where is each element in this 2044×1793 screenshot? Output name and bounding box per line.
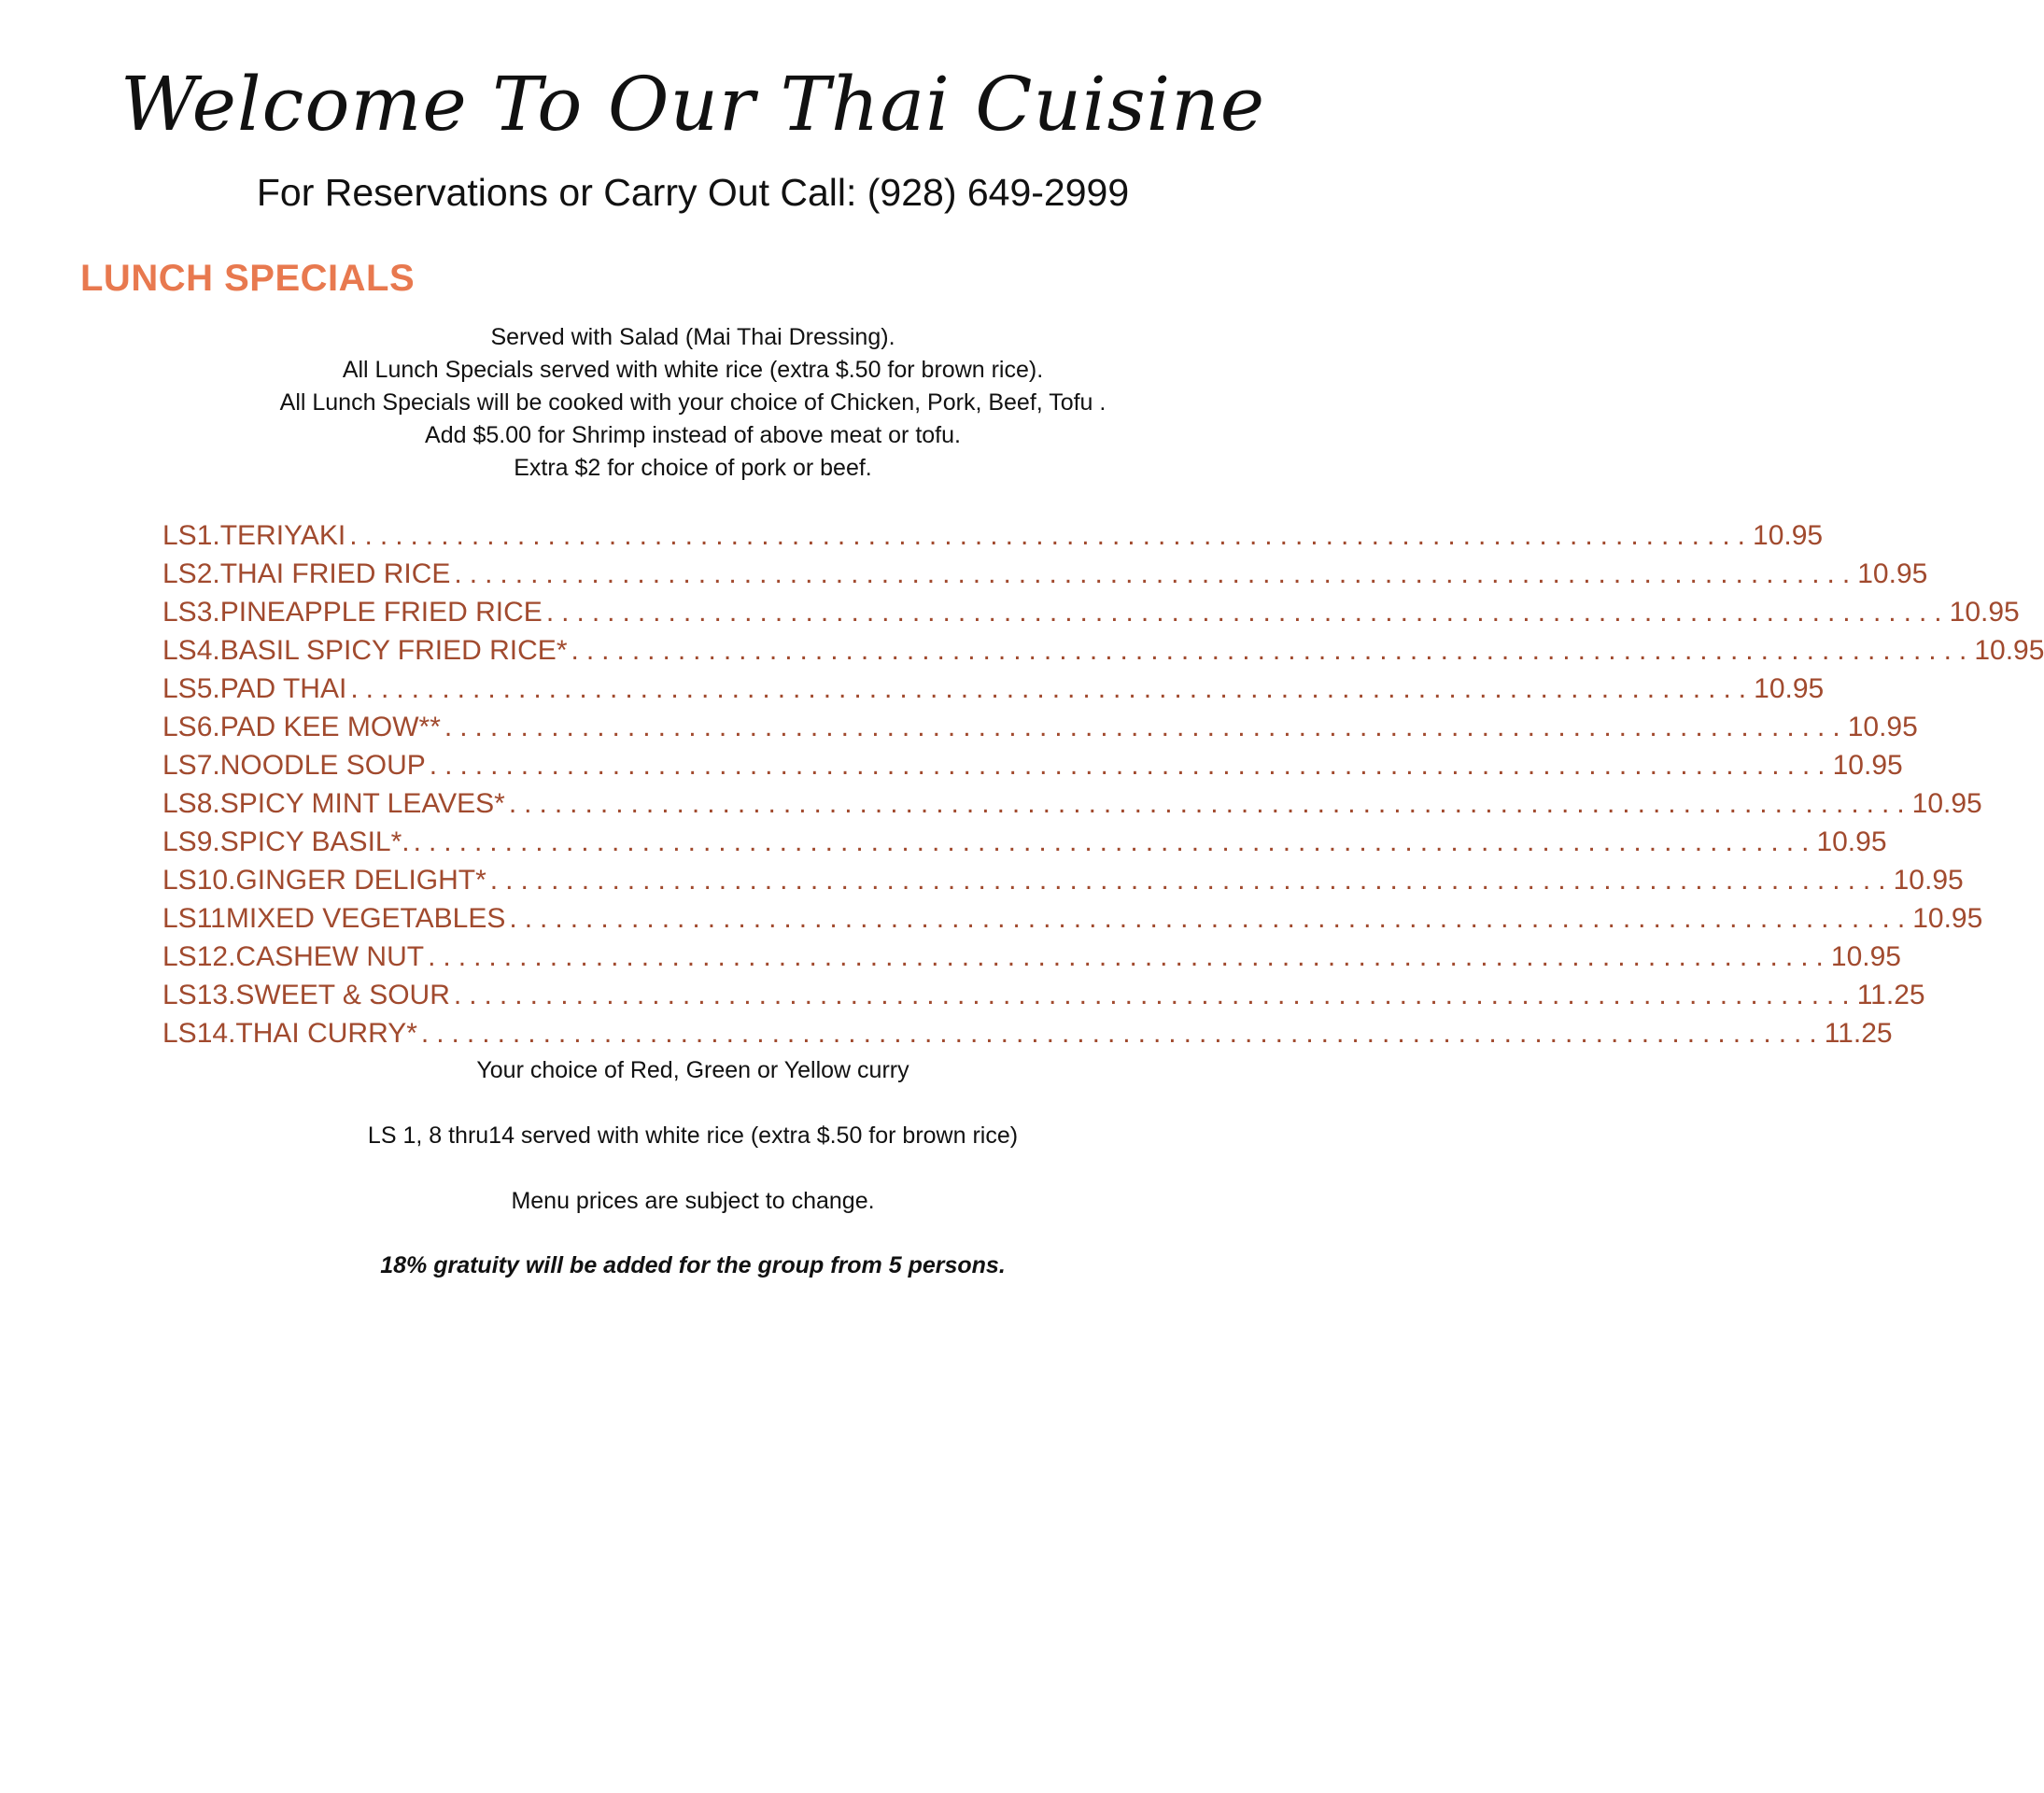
item-price: 10.95 (1893, 865, 1964, 896)
item-code: LS14. (162, 1018, 236, 1049)
item-price: 10.95 (1754, 673, 1825, 704)
curry-choice-note: Your choice of Red, Green or Yellow curry (476, 1057, 909, 1083)
item-code: LS12. (162, 941, 236, 972)
item-name: GINGER DELIGHT* (235, 865, 486, 896)
menu-item (162, 784, 1982, 823)
item-name: SPICY MINT LEAVES* (219, 788, 505, 819)
item-code: LS8. (162, 788, 220, 819)
item-code: LS2. (162, 558, 220, 589)
item-name: BASIL SPICY FRIED RICE* (219, 635, 568, 666)
dot-leader: ............................................................................................ (349, 520, 1754, 551)
item-price: 10.95 (1911, 788, 1982, 819)
item-code: LS10. (162, 865, 236, 896)
reservations-phone: For Reservations or Carry Out Call: (928) 649-2999 (256, 171, 1130, 214)
dot-leader: ............................................................................................ (453, 980, 1857, 1010)
menu-item (162, 631, 2044, 670)
item-code: LS6. (162, 712, 220, 742)
dot-leader: ............................................................................................ (508, 788, 1912, 819)
page-title: Welcome To Our Thai Cuisine (120, 61, 1266, 148)
item-code: LS5. (162, 673, 220, 704)
dot-leader: ............................................................................................ (509, 903, 1913, 934)
gratuity-note: 18% gratuity will be added for the group from 5 persons. (380, 1252, 1006, 1278)
menu-item (162, 823, 1887, 861)
item-price: 10.95 (1753, 520, 1824, 551)
dot-leader: ............................................................................................ (444, 712, 1848, 742)
section-heading: LUNCH SPECIALS (80, 258, 416, 299)
item-name: SWEET & SOUR (235, 980, 450, 1010)
item-code: LS1. (162, 520, 220, 551)
intro-line: Served with Salad (Mai Thai Dressing). (490, 324, 895, 350)
price-change-note: Menu prices are subject to change. (511, 1188, 875, 1214)
item-name: SPICY BASIL*. (219, 826, 410, 857)
dot-leader: ............................................................................................ (428, 941, 1831, 972)
item-code: LS9. (162, 826, 220, 857)
menu-item (162, 1014, 1893, 1052)
item-code: LS3. (162, 597, 220, 628)
dot-leader: ............................................................................................ (545, 597, 1950, 628)
menu-item (162, 861, 1964, 899)
item-price: 11.25 (1856, 980, 1925, 1010)
menu-item (162, 593, 2020, 631)
menu-item (162, 708, 1918, 746)
item-price: 10.95 (1974, 635, 2044, 666)
menu-item (162, 938, 1901, 976)
item-name: NOODLE SOUP (219, 750, 426, 781)
item-name: PINEAPPLE FRIED RICE (219, 597, 543, 628)
dot-leader: ............................................................................................ (489, 865, 1894, 896)
intro-line: Extra $2 for choice of pork or beef. (514, 455, 872, 481)
menu-item (162, 746, 1903, 784)
item-name: TERIYAKI (219, 520, 346, 551)
item-price: 10.95 (1830, 941, 1901, 972)
menu-item (162, 555, 1928, 593)
menu-item (162, 516, 1824, 555)
intro-text (0, 321, 1386, 485)
intro-line: Add $5.00 for Shrimp instead of above meat or tofu. (425, 422, 961, 448)
menu-item (162, 670, 1825, 708)
dot-leader: ............................................................................................ (429, 750, 1833, 781)
dot-leader: ............................................................................................ (454, 558, 1858, 589)
dot-leader: ............................................................................................ (350, 673, 1755, 704)
intro-line: All Lunch Specials will be cooked with your choice of Chicken, Pork, Beef, Tofu . (279, 389, 1107, 416)
item-name: THAI FRIED RICE (219, 558, 451, 589)
intro-line: All Lunch Specials served with white rice (extra $.50 for brown rice). (342, 357, 1044, 383)
rice-note: LS 1, 8 thru14 served with white rice (extra $.50 for brown rice) (367, 1122, 1019, 1149)
item-code: LS4. (162, 635, 220, 666)
item-name: CASHEW NUT (235, 941, 425, 972)
item-price: 10.95 (1857, 558, 1928, 589)
dot-leader: ............................................................................................ (571, 635, 1975, 666)
item-price: 10.95 (1847, 712, 1918, 742)
item-price: 10.95 (1949, 597, 2020, 628)
item-name: THAI CURRY* (235, 1018, 417, 1049)
menu-item (162, 976, 1925, 1014)
menu-list (162, 516, 2044, 1052)
item-price: 10.95 (1832, 750, 1903, 781)
item-name: PAD THAI (219, 673, 347, 704)
item-code: LS11 (162, 903, 226, 934)
item-code: LS13. (162, 980, 236, 1010)
item-code: LS7. (162, 750, 220, 781)
item-price: 11.25 (1824, 1018, 1893, 1049)
item-name: PAD KEE MOW** (219, 712, 441, 742)
item-price: 10.95 (1816, 826, 1887, 857)
menu-item (162, 899, 1983, 938)
dot-leader: ............................................................................................ (420, 1018, 1825, 1049)
dot-leader: ............................................................................................ (413, 826, 1817, 857)
item-name: MIXED VEGETABLES (225, 903, 506, 934)
item-price: 10.95 (1912, 903, 1983, 934)
